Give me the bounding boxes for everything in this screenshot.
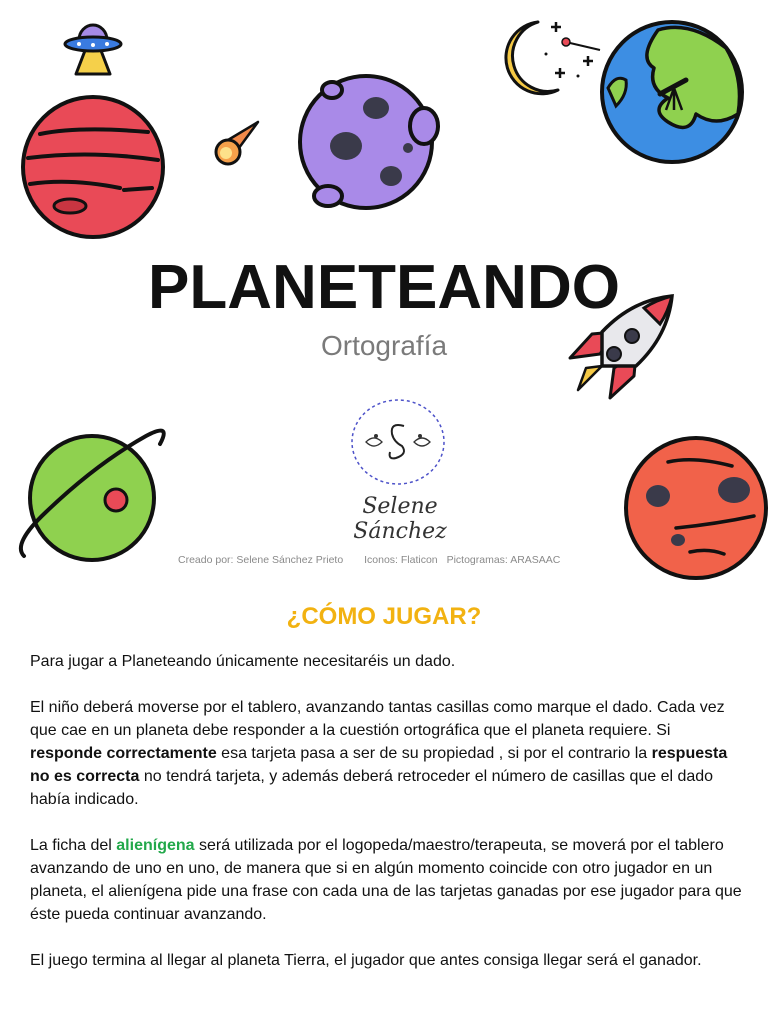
moon-stars-icon bbox=[500, 16, 610, 100]
ufo-icon bbox=[60, 14, 126, 78]
red-planet-icon bbox=[624, 432, 768, 582]
earth-telescope-icon bbox=[598, 18, 748, 166]
credits-line bbox=[178, 554, 560, 566]
paragraph-2-bold-incorrect: respuesta no es correcta bbox=[30, 745, 728, 785]
paragraph-2 bbox=[30, 696, 742, 811]
paragraph-2-bold-correct: responde correctamente bbox=[30, 745, 217, 762]
paragraph-2-text-c: esa tarjeta pasa a ser de su propiedad , si por el contrario la bbox=[216, 745, 652, 762]
paragraph-1-text: Para jugar a Planeteando únicamente necesitaréis un dado. bbox=[30, 653, 456, 670]
paragraph-2-text-a: El niño deberá moverse por el tablero, avanzando tantas casillas como marque el dado. Cada vez que cae en un planeta debe responder a la cuestión ortográfica que el planeta requiere. Si bbox=[30, 699, 725, 739]
page-subtitle: Ortografía bbox=[320, 330, 448, 361]
paragraph-3-text-a: La ficha del bbox=[30, 837, 117, 854]
how-to-play-heading: ¿CÓMO JUGAR? bbox=[286, 603, 482, 630]
ringed-green-planet-icon bbox=[16, 412, 168, 562]
credits-author: Creado por: Selene Sánchez Prieto bbox=[178, 554, 344, 566]
paragraph-4-text: El juego termina al llegar al planeta Tierra, el jugador que antes consiga llegar será el ganador. bbox=[30, 952, 702, 969]
instructions bbox=[30, 650, 742, 995]
paragraph-3 bbox=[30, 834, 742, 926]
author-signature: Selene Sánchez bbox=[353, 494, 447, 544]
comet-icon bbox=[210, 118, 262, 166]
paragraph-2-text-e: no tendrá tarjeta, y además deberá retroceder el número de casillas que el dado había indicado. bbox=[30, 768, 714, 808]
purple-moon-icon bbox=[296, 68, 446, 216]
logo bbox=[346, 398, 450, 488]
page-title: PLANETEANDO bbox=[148, 253, 620, 322]
red-striped-planet-icon bbox=[20, 94, 166, 240]
paragraph-3-alien-highlight: alienígena bbox=[116, 837, 195, 854]
credits-icons: Iconos: Flaticon bbox=[364, 554, 438, 566]
paragraph-4 bbox=[30, 949, 742, 972]
credits-pictograms: Pictogramas: ARASAAC bbox=[446, 554, 561, 566]
rocket-icon bbox=[556, 290, 678, 412]
paragraph-1 bbox=[30, 650, 742, 673]
paragraph-3-text-c: será utilizada por el logopeda/maestro/terapeuta, se moverá por el tablero avanzando de uno en uno, de manera que si en algún momento coincide con otro jugador en un planeta, el alienígena pide una frase con cada una de las tarjetas ganadas por ese jugador para que éste pueda continuar avanzando. bbox=[30, 837, 742, 923]
